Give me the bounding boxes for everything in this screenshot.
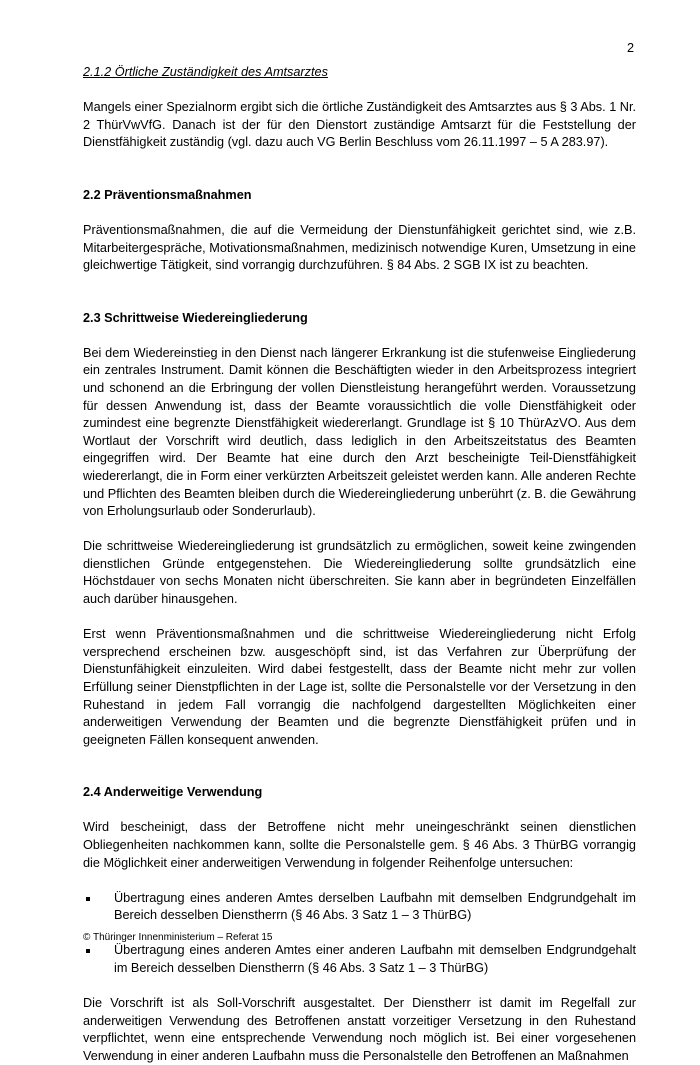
list-item-text: Übertragung eines anderen Amtes derselben Laufbahn mit demselben Endgrundgehalt im Bereich desselben Dienstherrn (§ 46 Abs. 3 Satz 1 – 3 ThürBG) bbox=[114, 890, 636, 923]
section-heading-2-4: 2.4 Anderweitige Verwendung bbox=[83, 785, 263, 800]
list-item bbox=[83, 942, 636, 977]
list-item-text: Übertragung eines anderen Amtes einer anderen Laufbahn mit demselben Endgrundgehalt im Bereich desselben Dienstherrn (§ 46 Abs. 3 Satz 1 – 3 ThürBG) bbox=[114, 943, 636, 975]
section-heading-2-2: 2.2 Präventionsmaßnahmen bbox=[83, 187, 252, 202]
paragraph: Bei dem Wiedereinstieg in den Dienst nach längerer Erkrankung ist die stufenweise Eingliederung ein zentrales Instrument. Damit können die Beschäftigten wieder in den Arbeitsprozess integriert und schonend an die Erbringung der vollen Dienstleistung herangeführt werden. Voraussetzung für dessen Anwendung ist, dass der Beamte voraussichtlich die volle Dienstfähigkeit oder zumindest eine begrenzte Dienstfähigkeit wiedererlangt. Grundlage ist § 10 ThürAzVO. Aus dem Wortlaut der Vorschrift wird deutlich, dass lediglich in den Arbeitszeitstatus des Beamten eingegriffen wird. Der Beamte hat eine durch den Arzt bescheinigte Teil-Dienstfähigkeit wiedererlangt, die in Form einer verkürzten Arbeitszeit geleistet werden kann. Alle anderen Rechte und Pflichten des Beamten bleiben durch die Wiedereingliederung unberührt (z. B. die Gewährung von Erholungsurlaub oder Sonderurlaub). bbox=[83, 345, 636, 519]
paragraph: Wird bescheinigt, dass der Betroffene nicht mehr uneingeschränkt seinen dienstlichen Obliegenheiten nachkommen kann, sollte die Personalstelle gem. § 46 Abs. 3 ThürBG vorrangig die Möglichkeit einer anderweitigen Verwendung in folgender Reihenfolge untersuchen: bbox=[83, 820, 636, 870]
paragraph: Die Vorschrift ist als Soll-Vorschrift ausgestaltet. Der Dienstherr ist damit im Regelfall zur anderweitigen Verwendung des Betroffenen anstatt vorzeitiger Versetzung in den Ruhestand verpflichtet, wenn eine entsprechende Verwendung noch möglich ist. Bei einer vorgesehenen Verwendung in einer anderen Laufbahn muss die Personalstelle den Betroffenen an Maßnahmen bbox=[83, 996, 636, 1063]
bullet-square-icon bbox=[86, 949, 90, 953]
footer: © Thüringer Innenministerium – Referat 15 bbox=[83, 932, 273, 943]
paragraph: Erst wenn Präventionsmaßnahmen und die schrittweise Wiedereingliederung nicht Erfolg versprechend erscheinen bzw. ausgeschöpft sind, ist das Verfahren zur Überprüfung der Dienstunfähigkeit einzuleiten. Wird dabei festgestellt, dass der Beamte nicht mehr zur vollen Erfüllung seiner Dienstpflichten in der Lage ist, sollte die Personalstelle vor der Versetzung in den Ruhestand in jedem Fall vorrangig die nachfolgend dargestellten Möglichkeiten einer anderweitigen Verwendung der Beamten und die begrenzte Dienstfähigkeit prüfen und in geeigneten Fällen konsequent anwenden. bbox=[83, 627, 636, 747]
document-body bbox=[83, 64, 636, 1065]
section-heading-2-1-2: 2.1.2 Örtliche Zuständigkeit des Amtsarztes bbox=[83, 65, 328, 79]
paragraph: Präventionsmaßnahmen, die auf die Vermeidung der Dienstunfähigkeit gerichtet sind, wie z.B. Mitarbeitergespräche, Motivationsmaßnahmen, medizinisch notwendige Kuren, Umsetzung in eine gleichwertige Tätigkeit, sind vorrangig durchzuführen. § 84 Abs. 2 SGB IX ist zu beachten. bbox=[83, 222, 636, 273]
bullet-square-icon bbox=[86, 897, 90, 901]
page-number: 2 bbox=[627, 41, 635, 55]
paragraph: Die schrittweise Wiedereingliederung ist grundsätzlich zu ermöglichen, soweit keine zwingenden dienstlichen Gründe entgegenstehen. Die Wiedereingliederung sollte grundsätzlich eine Höchstdauer von sechs Monaten nicht überschreiten. Sie kann aber in begründeten Einzelfällen auch darüber hinausgehen. bbox=[83, 539, 636, 607]
list-item bbox=[83, 890, 636, 925]
section-heading-2-3: 2.3 Schrittweise Wiedereingliederung bbox=[83, 310, 308, 325]
paragraph: Mangels einer Spezialnorm ergibt sich die örtliche Zuständigkeit des Amtsarztes aus § 3 Abs. 1 Nr. 2 ThürVwVfG. Danach ist der für den Dienstort zuständige Amtsarzt für die Feststellung der Dienstfähigkeit zuständig (vgl. dazu auch VG Berlin Beschluss vom 26.11.1997 – 5 A 283.97). bbox=[83, 100, 636, 150]
